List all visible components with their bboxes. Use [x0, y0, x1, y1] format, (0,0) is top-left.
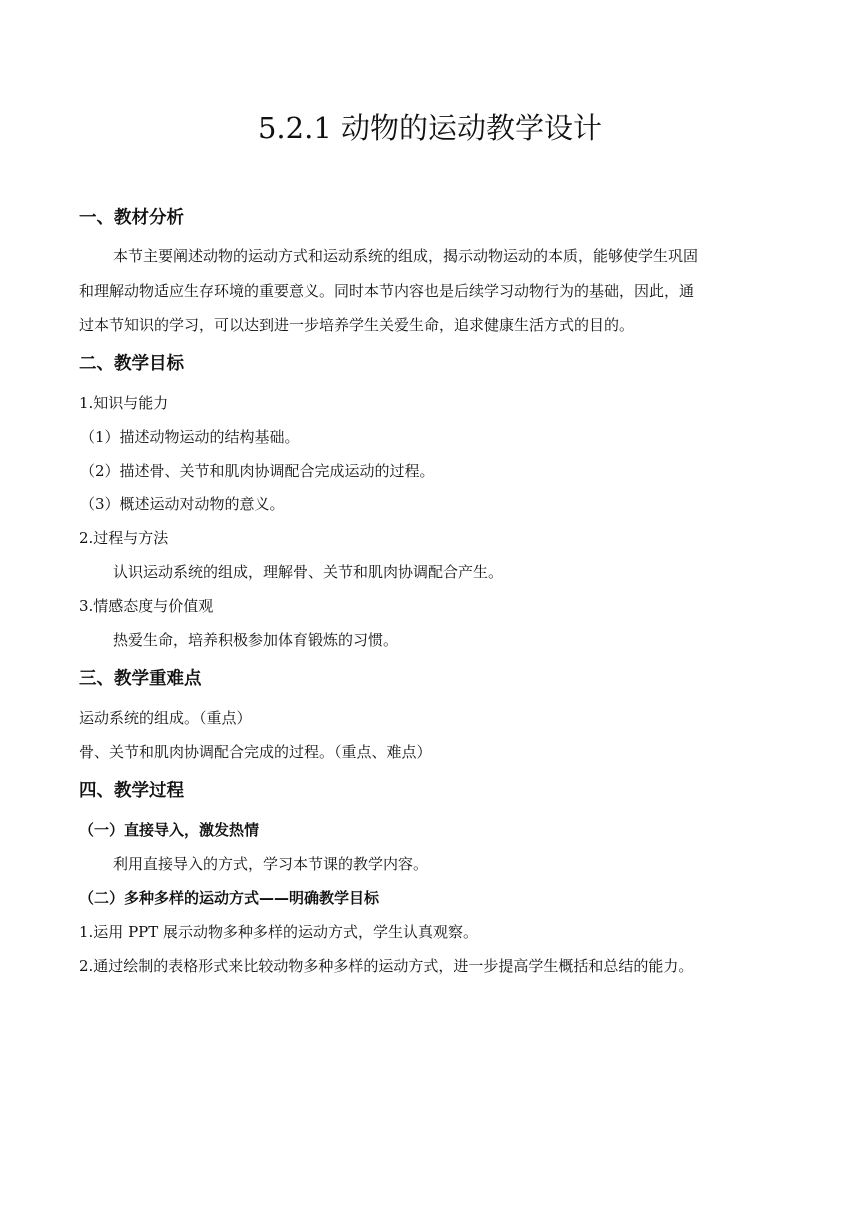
paragraph-line: 本节主要阐述动物的运动方式和运动系统的组成，揭示动物运动的本质，能够使学生巩固 — [113, 247, 699, 265]
document-title: 5.2.1 动物的运动教学设计 — [257, 111, 602, 145]
list-item: 骨、关节和肌肉协调配合完成的过程。（重点、难点） — [79, 743, 432, 761]
list-item: 1.运用 PPT 展示动物多种多样的运动方式，学生认真观察。 — [79, 923, 479, 941]
list-item: （1）描述动物运动的结构基础。 — [80, 428, 300, 446]
subsection-heading: （一）直接导入，激发热情 — [79, 821, 260, 839]
section-heading-teaching-goals: 二、教学目标 — [79, 354, 184, 374]
list-item: 3.情感态度与价值观 — [79, 597, 214, 615]
subsection-heading: （二）多种多样的运动方式——明确教学目标 — [79, 889, 380, 907]
list-item: 2.通过绘制的表格形式来比较动物多种多样的运动方式，进一步提高学生概括和总结的能力。 — [79, 957, 694, 975]
paragraph-line: 利用直接导入的方式，学习本节课的教学内容。 — [113, 855, 429, 873]
section-heading-key-points: 三、教学重难点 — [79, 669, 202, 689]
list-item: 2.过程与方法 — [79, 529, 169, 547]
paragraph-line: 和理解动物适应生存环境的重要意义。同时本节内容也是后续学习动物行为的基础，因此，通 — [79, 282, 695, 300]
list-item: （3）概述运动对动物的意义。 — [80, 495, 285, 513]
list-item: 热爱生命，培养积极参加体育锻炼的习惯。 — [113, 631, 399, 649]
paragraph-line: 过本节知识的学习，可以达到进一步培养学生关爱生命，追求健康生活方式的目的。 — [79, 316, 635, 334]
list-item: 运动系统的组成。（重点） — [79, 709, 252, 727]
list-item: 认识运动系统的组成，理解骨、关节和肌肉协调配合产生。 — [113, 563, 504, 581]
section-heading-textbook-analysis: 一、教材分析 — [79, 208, 184, 228]
list-item: 1.知识与能力 — [79, 394, 169, 412]
section-heading-teaching-process: 四、教学过程 — [79, 781, 184, 801]
list-item: （2）描述骨、关节和肌肉协调配合完成运动的过程。 — [80, 462, 435, 480]
